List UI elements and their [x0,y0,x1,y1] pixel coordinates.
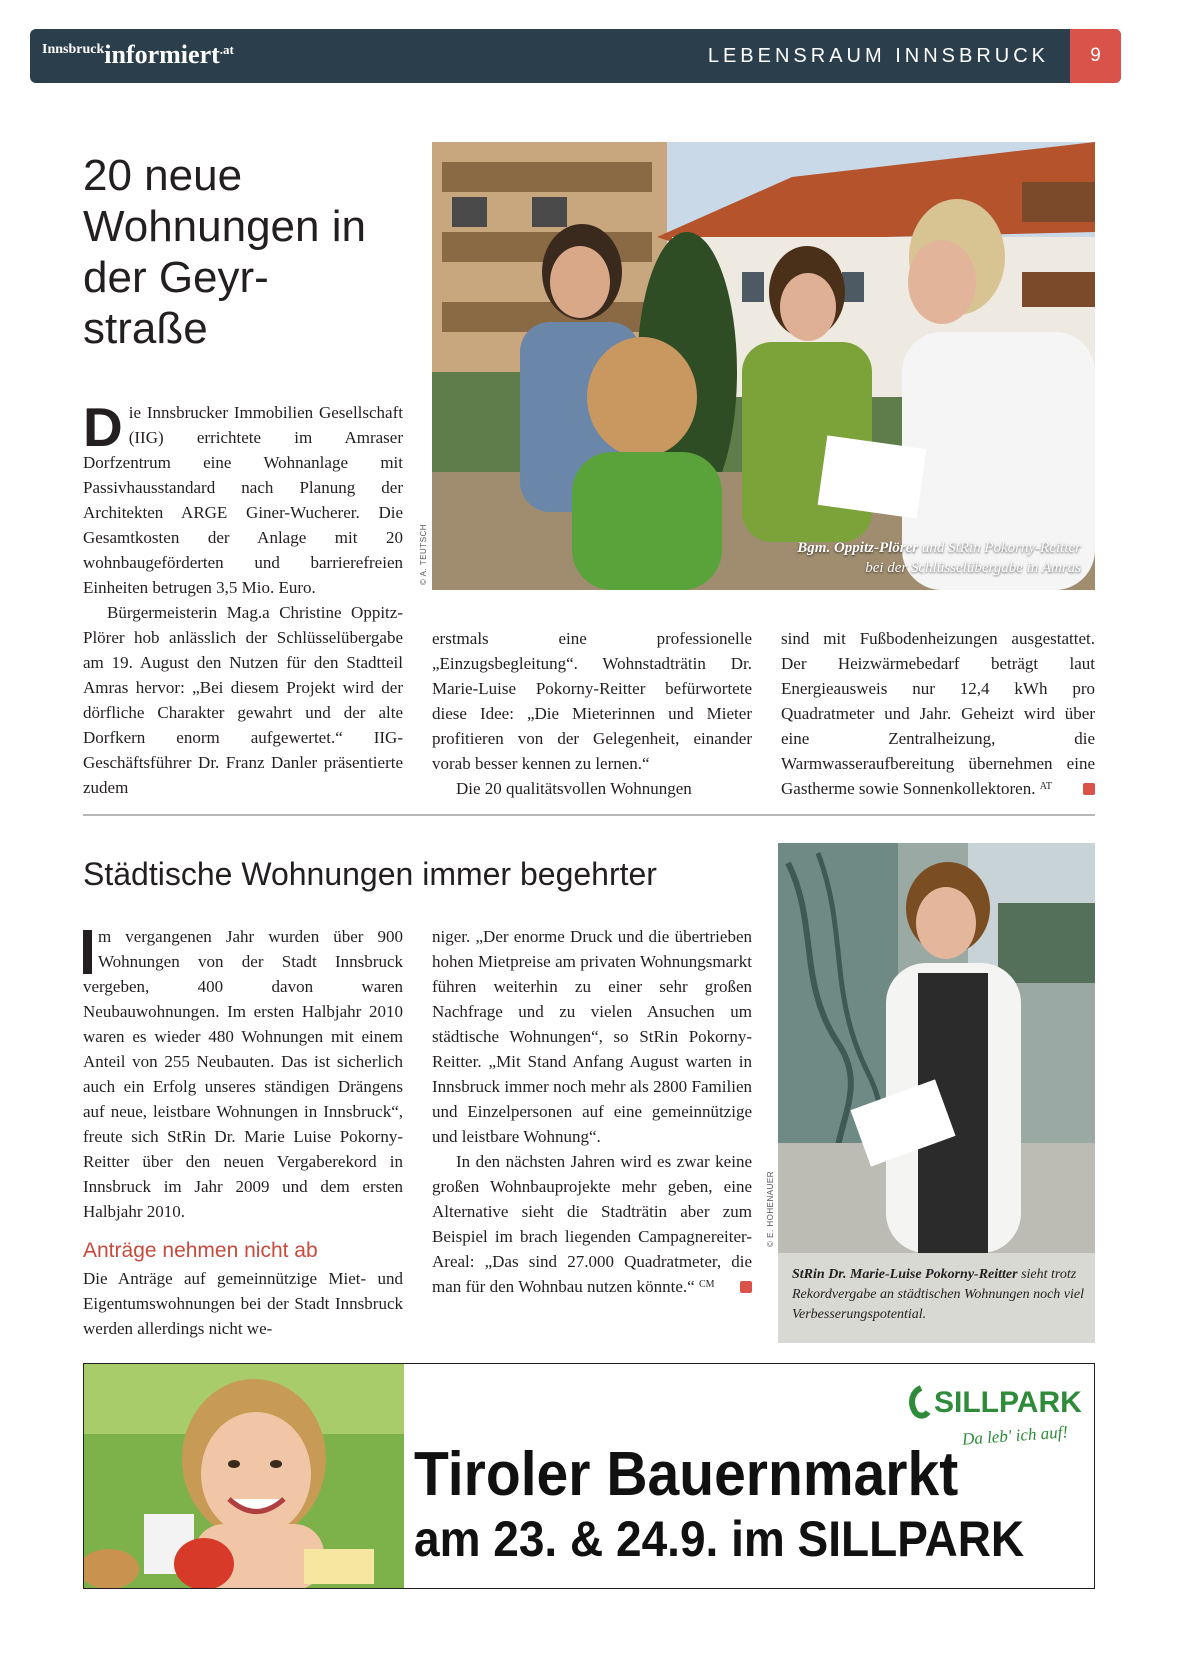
section-title: LEBENSRAUM INNSBRUCK [707,45,1049,67]
article1-column-2 [432,626,752,801]
end-of-article-mark [1083,783,1095,795]
ad-subheadline: am 23. & 24.9. im SILLPARK [414,1511,1025,1567]
article2-column-1 [83,924,403,1341]
logo-name: informiert [104,40,220,69]
article2-photo [778,843,1095,1253]
article2-dropcap [83,930,92,974]
article2-photo-caption [792,1265,1084,1325]
article1-paragraph-5: sind mit Fußbodenheizungen ausgestattet. Der Heizwärmebedarf beträgt laut Energieausweis nur 12,4 kWh pro Quadratmeter und Jahr. Geheizt wird über eine Zentralheizung, die Warmwasseraufbereitung übernehmen eine Gastherme sowie Sonnenkollektoren. [781,629,1095,798]
article2-photo-credit: © E. HOHENAUER [766,1170,775,1247]
publication-logo[interactable] [42,40,234,70]
caption-text: sieht trotz Rekordvergabe an städtischen Wohnungen noch viel Verbesserungspotential. [792,1267,1084,1322]
article1-photo [432,142,1095,590]
page-header [30,29,1121,83]
article1-paragraph-2: Bürgermeisterin Mag.a Christine Oppitz-Plörer hob anlässlich der Schlüsselübergabe am 19. August den Nutzen für den Stadtteil Amras hervor: „Bei diesem Projekt wird der dörfliche Charakter gewahrt und der alte Dorfkern enorm aufgewertet.“ IIG-Geschäftsführer Dr. Franz Danler präsentierte zudem [83,603,403,797]
sillpark-logo-icon [906,1384,936,1424]
caption-name: StRin Dr. Marie-Luise Pokorny-Reitter [792,1267,1018,1282]
ad-headline: Tiroler Bauernmarkt [414,1440,959,1509]
logo-suffix: .at [219,42,234,57]
logo-prefix: Innsbruck [42,42,105,57]
article2-paragraph-3: niger. „Der enorme Druck und die übertrieben hohen Mietpreise am privaten Wohnungsmarkt führen weiterhin zu einer sehr großen Nachfrage und zu vielen Ansuchen um städtische Wohnungen“, so StRin Pokorny-Reitter. „Mit Stand Anfang August warten in Innsbruck immer noch mehr als 2800 Familien und Einzelpersonen auf eine gemeinnützige und leistbare Wohnung“. [432,927,752,1146]
article1-author: AT [1039,781,1052,792]
article2-author: CM [698,1279,715,1290]
caption-name: Bgm. Oppitz-Plörer [797,540,919,556]
caption-text: und StRin Pokorny-Reitter bei der Schlüsselübergabe in Amras [865,540,1081,576]
girl-with-food-image [84,1364,404,1589]
article2-paragraph-2: Die Anträge auf gemeinnützige Miet- und Eigentumswohnungen bei der Stadt Innsbruck werden allerdings nicht we- [83,1269,403,1338]
handover-scene-image [432,142,1095,590]
article2-title: Städtische Wohnungen immer begehrter [83,856,657,892]
article2-paragraph-4: In den nächsten Jahren wird es zwar keine großen Wohnbauprojekte mehr geben, eine Alternative sieht die Stadträtin aber zum Beispiel im brach liegenden Campagnereiter-Areal: „Das sind 27.000 Quadratmeter, die man für den Wohnbau nutzen könnte.“ [432,1152,752,1296]
portrait-image [778,843,1095,1253]
page-number: 9 [1070,29,1121,83]
sillpark-brand: SILLPARK [934,1386,1082,1419]
article1-photo-credit: © A. TEUTSCH [419,523,428,585]
article1-paragraph-4: Die 20 qualitätsvollen Wohnungen [456,779,692,798]
article2-subheading: Anträge nehmen nicht ab [83,1239,318,1262]
article1-column-3 [781,626,1095,801]
advertisement[interactable] [83,1363,1095,1589]
article1-dropcap: D [83,396,123,458]
article2-column-2 [432,924,752,1299]
article1-paragraph-1: ie Innsbrucker Immobilien Gesellschaft (IIG) errichtete im Amraser Dorfzentrum eine Wohnanlage mit Passivhausstandard nach Planung der Architekten ARGE Giner-Wucherer. Die Gesamtkosten der Anlage mit 20 wohnbaugeförderten und barrierefreien Einheiten betrugen 3,5 Mio. Euro. [83,403,403,597]
article1-title: 20 neue Wohnungen in der Geyr-straße [83,151,366,353]
article1-photo-caption [781,538,1081,578]
article2-paragraph-1: m vergangenen Jahr wurden über 900 Wohnungen von der Stadt Innsbruck vergeben, 400 davon waren Neubauwohnungen. Im ersten Halbjahr 2010 waren es wieder 480 Wohnungen mit einem Anteil von 255 Neubauten. Das ist sicherlich auch ein Erfolg unseres ständigen Drängens auf neue, leistbare Wohnungen in Innsbruck“, freute sich StRin Dr. Marie Luise Pokorny-Reitter über den neuen Vergaberekord in Innsbruck im Jahr 2009 und dem ersten Halbjahr 2010. [83,927,403,1221]
article2-photo-caption-box [778,1253,1095,1343]
article-divider [83,814,1095,816]
article1-column-1 [83,396,403,800]
sillpark-slogan: Da leb' ich auf! [961,1422,1069,1449]
end-of-article-mark [740,1281,752,1293]
article1-paragraph-3: erstmals eine professionelle „Einzugsbegleitung“. Wohnstadträtin Dr. Marie-Luise Pokorny-Reitter befürwortete diese Idee: „Die Mieterinnen und Mieter profitieren von der Gelegenheit, einander vorab besser kennen zu lernen.“ [432,629,752,773]
